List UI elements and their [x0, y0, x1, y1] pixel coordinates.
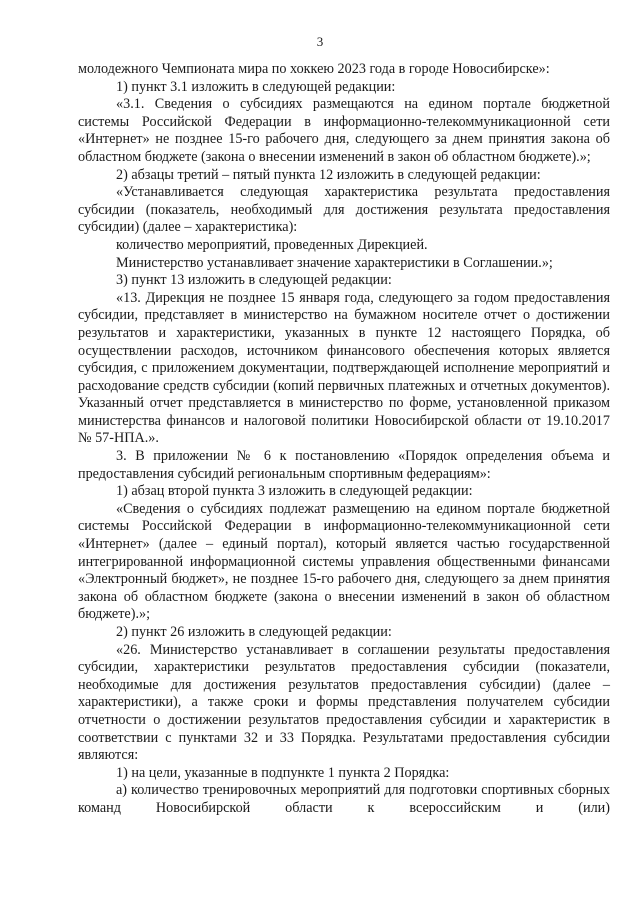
paragraph: молодежного Чемпионата мира по хоккею 2023 года в городе Новосибирске»:	[78, 61, 550, 77]
paragraph: 2) пункт 26 изложить в следующей редакции:	[116, 624, 392, 640]
paragraph: «26. Министерство устанавливает в соглашении результаты предоставления субсидии, характеристики результатов предоставления субсидии (показатели, необходимые для достижения результатов предоставления субсидии) (далее – характеристики), а также сроки и формы представления получателем субсидии отчетности о достижении результатов предоставления субсидии и характеристик в соответствии с пунктами 32 и 33 Порядка. Результатами предоставления субсидии являются:	[78, 641, 610, 764]
document-body	[78, 61, 610, 818]
paragraph: количество мероприятий, проведенных Дирекцией.	[116, 236, 428, 253]
paragraph: «13. Дирекция не позднее 15 января года, следующего за годом предоставления субсидии, представляет в министерство на бумажном носителе отчет о достижении результатов и характеристики, указанных в пункте 12 настоящего Порядка, об осуществлении расходов, источником финансового обеспечения которых является субсидия, с приложением документации, подтверждающей исполнение мероприятий и расходование средств субсидии (копий первичных платежных и отчетных документов). Указанный отчет представляется в министерство по форме, установленной приказом министерства финансов и налоговой политики Новосибирской области от 19.10.2017 № 57-НПА.».	[78, 289, 610, 447]
paragraph: 3) пункт 13 изложить в следующей редакции:	[116, 272, 392, 289]
paragraph: а) количество тренировочных мероприятий для подготовки спортивных сборных команд Новосибирской области к всероссийским и (или)	[78, 782, 610, 816]
page-number: 3	[316, 34, 324, 49]
paragraph: «Сведения о субсидиях подлежат размещению на едином портале бюджетной системы Российской Федерации в информационно-телекоммуникационной сети «Интернет» (далее – единый портал), который является частью государственной интегрированной информационной системы управления общественными финансами «Электронный бюджет», не позднее 15-го рабочего дня, следующего за днем принятия закона об областном бюджете (закона о внесении изменений в закон об областном бюджете).»;	[78, 500, 610, 623]
paragraph: «Устанавливается следующая характеристика результата предоставления субсидии (показатель, необходимый для достижения результата предоставления субсидии) (далее – характеристика):	[78, 184, 610, 236]
paragraph: 1) абзац второй пункта 3 изложить в следующей редакции:	[116, 483, 473, 500]
paragraph: 2) абзацы третий – пятый пункта 12 изложить в следующей редакции:	[116, 166, 541, 183]
paragraph: «3.1. Сведения о субсидиях размещаются на едином портале бюджетной системы Российской Федерации в информационно-телекоммуникационной сети «Интернет» не позднее 15-го рабочего дня, следующего за днем принятия закона об областном бюджете (закона о внесении изменений в закон об областном бюджете).»;	[78, 96, 610, 165]
paragraph: Министерство устанавливает значение характеристики в Соглашении.»;	[116, 254, 553, 271]
paragraph: 1) пункт 3.1 изложить в следующей редакции:	[116, 78, 396, 95]
paragraph: 3. В приложении № 6 к постановлению «Порядок определения объема и предоставления субсидий региональным спортивным федерациям»:	[78, 448, 610, 482]
paragraph: 1) на цели, указанные в подпункте 1 пункта 2 Порядка:	[116, 764, 450, 781]
